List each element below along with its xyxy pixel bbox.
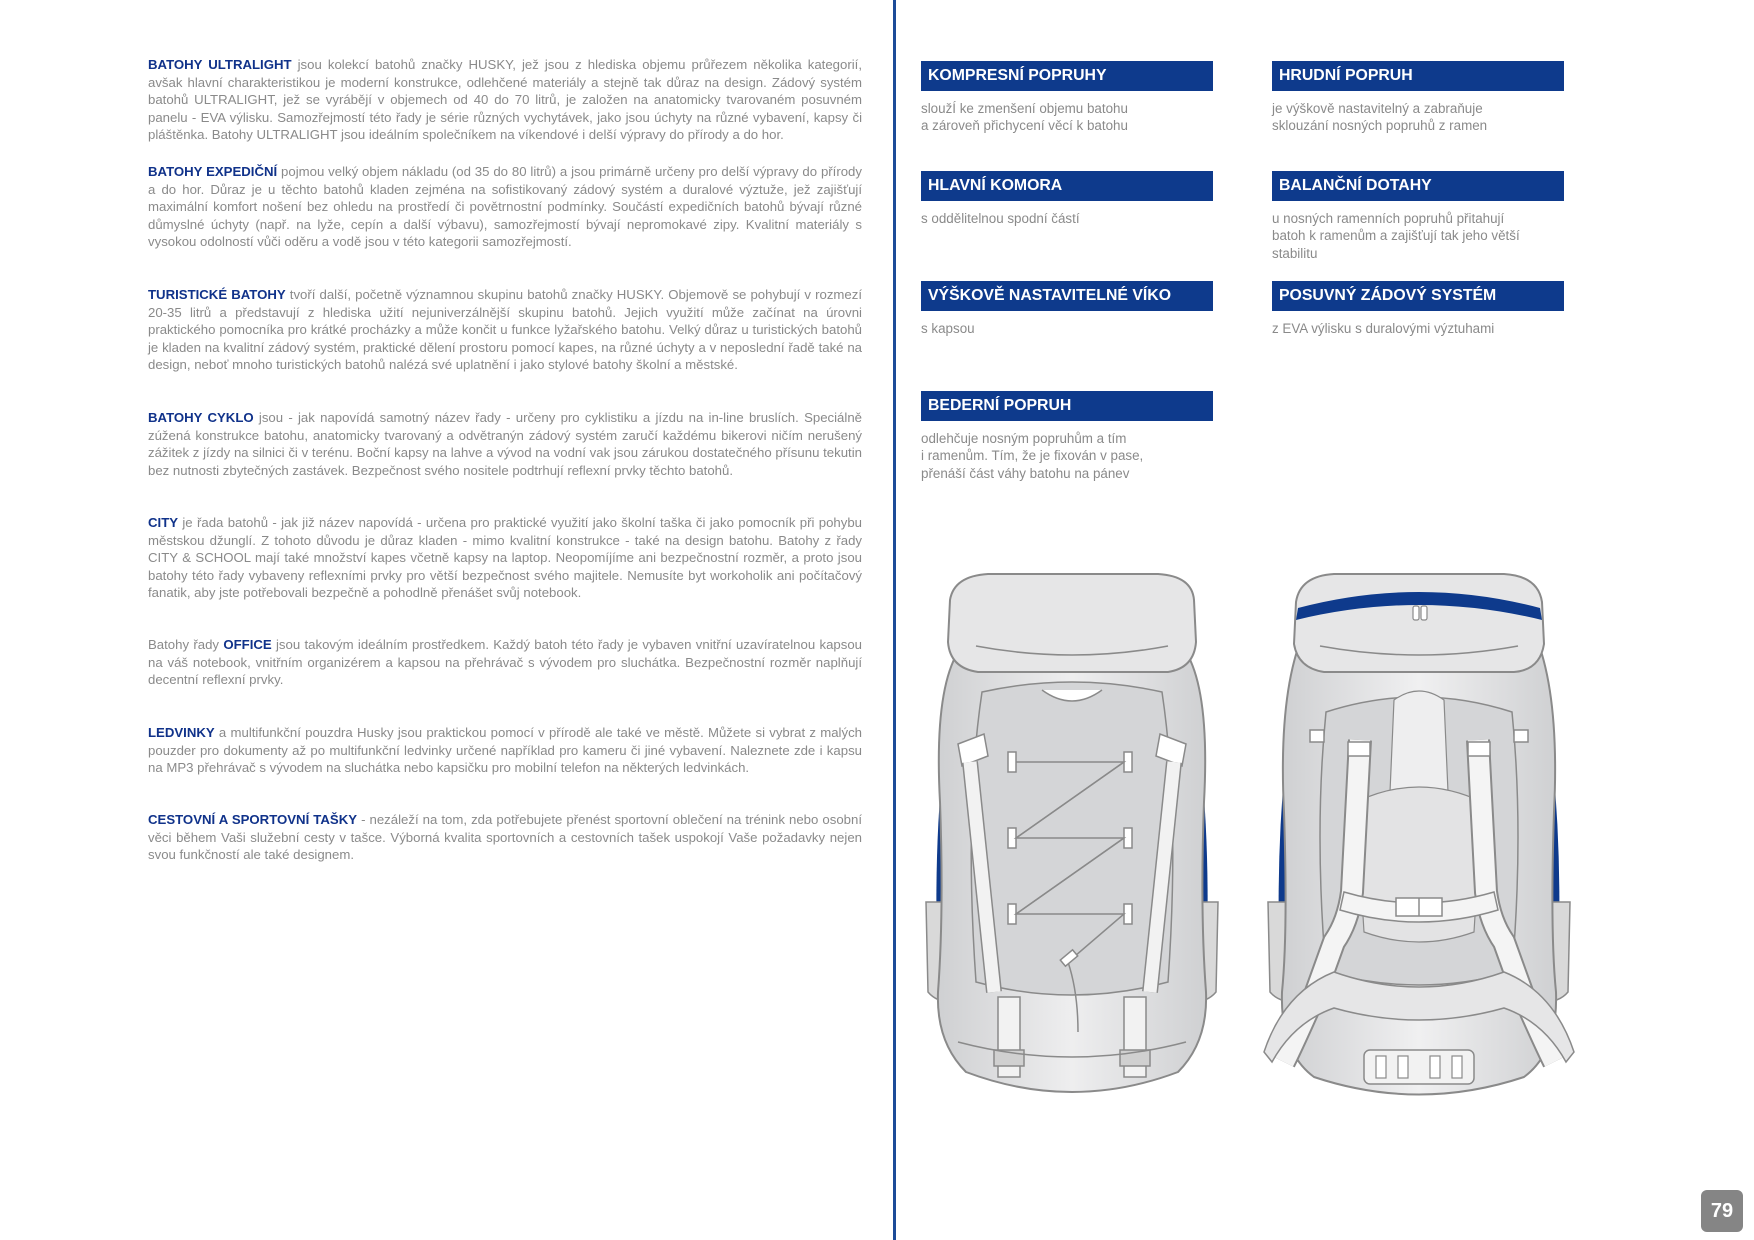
feature-hrudni-popruh [1272,61,1564,135]
feature-kompresni-popruhy [921,61,1213,135]
paragraph-keyword: OFFICE [223,637,272,652]
paragraph-keyword: CITY [148,515,179,530]
feature-description: s kapsou [921,321,975,336]
feature-title: VÝŠKOVĚ NASTAVITELNÉ VÍKO [921,281,1213,311]
paragraph-keyword: BATOHY EXPEDIČNÍ [148,164,278,179]
feature-title: POSUVNÝ ZÁDOVÝ SYSTÉM [1272,281,1564,311]
paragraph-turisticke: TURISTICKÉ BATOHY tvoří další, početně významnou skupinu batohů značky HUSKY. Objemově se pohybují v rozmezí 20-35 litrů a představují z hlediska užití nejuniverzálnější skupinu batohů. Jejich využití může začínat na úrovni praktického pomocníka pro krátké procházky a může končit u funkce lyžařského batohu. Velký důraz u turistických batohů je kladen na kvalitní zádový systém, praktické dělení prostoru pomocí kapes, na různé úchyty a v neposlední řadě také na design, neboť mnoho turistických batohů nalézá své uplatnění i jako stylové batohy školní a městské. [148,287,862,373]
feature-description: s oddělitelnou spodní částí [921,211,1080,226]
paragraph-city: CITY je řada batohů - jak již název napovídá - určena pro praktické využití jako školní taška či jako pomocník při pohybu městskou džunglí. Z tohoto důvodu je důraz kladen - mimo kvalitní konstrukce - také na design batohu. Batohy z řady CITY & SCHOOL mají také množství kapes včetně kapsy na laptop. Neopomíjíme ani bezpečnostní rozměr, a proto jsou batohy této řady vybaveny reflexními prvky pro větší bezpečnost svého majitele. Nemusíte byt workoholik ani počítačový fanatik, aby jste potřebovali bezpečně a pohodlně přenášet svůj notebook. [148,515,862,601]
backpack-back-icon [1244,572,1594,1120]
paragraph-tasky: CESTOVNÍ A SPORTOVNÍ TAŠKY - nezáleží na tom, zda potřebujete přenést sportovní oblečení na trénink nebo osobní věci během Vaši služební cesty v tašce. Výborná kvalita sportovních a cestovních tašek uspokojí Vaše požadavky nejen svou funkčností ale také designem. [148,812,862,863]
feature-title: HLAVNÍ KOMORA [921,171,1213,201]
paragraph-keyword: BATOHY ULTRALIGHT [148,57,292,72]
feature-balancni-dotahy [1272,171,1564,262]
feature-description: sloužÍ ke zmenšení objemu batohu a zároveň přichycení věcí k batohu [921,101,1128,134]
paragraph-keyword: LEDVINKY [148,725,215,740]
page-number: 79 [1701,1190,1743,1232]
paragraph-ledvinky: LEDVINKY a multifunkční pouzdra Husky jsou praktickou pomocí v přírodě ale také ve městě. Můžete si vybrat z malých pouzder pro dokumenty až po multifunkční ledvinky určené například pro kameru či jiné vybavení. Naleznete zde i kapsu na MP3 přehrávač s vývodem na sluchátka nebo kapsičku pro mobilní telefon na některých ledvinkách. [148,725,862,776]
paragraph-keyword: TURISTICKÉ BATOHY [148,287,286,302]
page-divider [893,0,896,1240]
paragraph-office: Batohy řady OFFICE jsou takovým ideálním prostředkem. Každý batoh této řady je vybaven vnitřní uzavíratelnou kapsou na váš notebook, vnitřním organizérem a kapsou na přehrávač s vývodem pro sluchátka. Bezpečnostní rozměr naplňují decentní reflexní prvky. [148,637,862,688]
backpack-front-icon [918,572,1226,1120]
paragraph-ultralight: BATOHY ULTRALIGHT jsou kolekcí batohů značky HUSKY, jež jsou z hlediska objemu průřezem několika kategorií, avšak hlavní charakteristikou je moderní konstrukce, odlehčené materiály a stejně tak důraz na design. Zádový systém batohů ULTRALIGHT, jež se vyrábějí v objemech od 40 do 70 litrů, je založen na anatomicky tvarovaném posuvném panelu - EVA výlisku. Samozřejmostí této řady je série různých vychytávek, jako jsou úchyty na různé vybavení, kapsy či pláštěnka. Batohy ULTRALIGHT jsou ideálním společníkem na víkendové i delší výpravy do přírody a do hor. [148,57,862,143]
feature-title: BALANČNÍ DOTAHY [1272,171,1564,201]
feature-description: je výškově nastavitelný a zabraňuje sklouzání nosných popruhů z ramen [1272,101,1488,134]
paragraph-expedicni: BATOHY EXPEDIČNÍ pojmou velký objem nákladu (od 35 do 80 litrů) a jsou primárně určeny pro delší výpravy do přírody a do hor. Důraz je u těchto batohů kladen zejména na sofistikovaný zádový systém a duralové výztuže, jež zajišťují maximální komfort nošení bez ohledu na prostředí či povětrnostní podmínky. Součástí expedičních batohů bývají různé důmyslné úchyty (např. na lyže, cepín a další výbavu), samozřejmostí bývají nepromokavé zipy. Kvalitní materiály s vysokou odolností vůči oděru a vodě jsou v této kategorii samozřejmostí. [148,164,862,250]
feature-title: BEDERNÍ POPRUH [921,391,1213,421]
feature-hlavni-komora [921,171,1213,227]
feature-bederni-popruh [921,391,1213,482]
feature-description: z EVA výlisku s duralovými výztuhami [1272,321,1495,336]
feature-description: u nosných ramenních popruhů přitahují batoh k ramenům a zajišťují tak jeho větší stabilitu [1272,211,1520,261]
paragraph-cyklo: BATOHY CYKLO jsou - jak napovídá samotný název řady - určeny pro cyklistiku a jízdu na in-line bruslích. Speciálně zúžená konstrukce batohu, anatomicky tvarovaný a odvětranýn zádový systém zaručí každému bikerovi ničím nerušený zážitek z jízdy na silnici či v terénu. Boční kapsy na lahve a vývod na vodní vak jsou zárukou dostatečného přísunu tekutin bez nutnosti zbytečných zastávek. Bezpečnost svého nositele podtrhují reflexní prvky těchto batohů. [148,410,862,478]
paragraph-keyword: CESTOVNÍ A SPORTOVNÍ TAŠKY [148,812,358,827]
feature-posuvny-zadovy-system [1272,281,1564,337]
feature-title: HRUDNÍ POPRUH [1272,61,1564,91]
feature-description: odlehčuje nosným popruhům a tím i ramenům. Tím, že je fixován v pase, přenáší část váhy batohu na pánev [921,431,1144,481]
feature-title: KOMPRESNÍ POPRUHY [921,61,1213,91]
paragraph-keyword: BATOHY CYKLO [148,410,254,425]
feature-vyskove-nastavitelne-viko [921,281,1213,337]
